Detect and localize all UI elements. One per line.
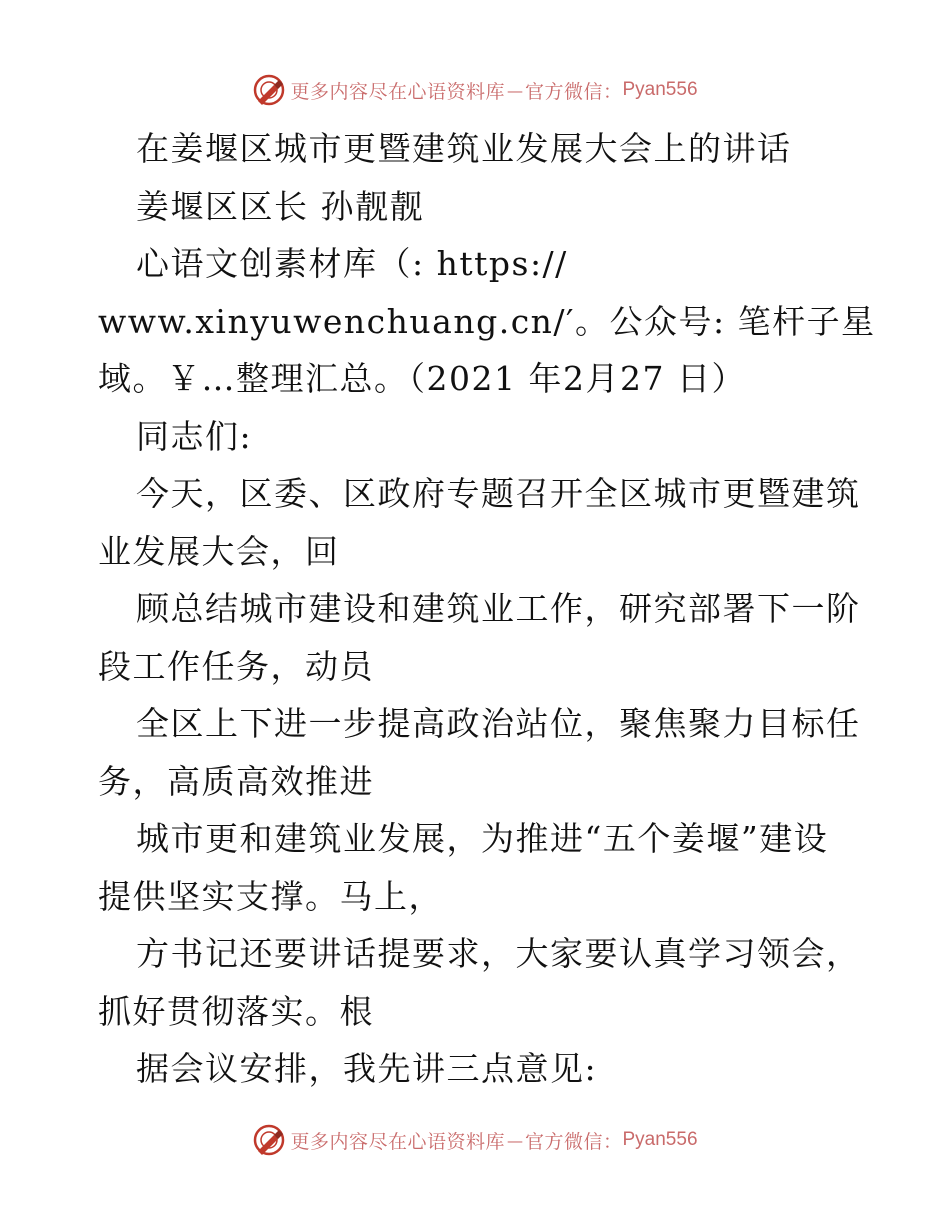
pen-logo-icon [252,1123,286,1157]
watermark-text: 更多内容尽在心语资料库 [290,1130,505,1153]
body-line: 方书记还要讲话提要求，大家要认真学习领会， [136,934,861,973]
watermark-suffix: 官方微信： [524,1130,623,1153]
watermark-id: Pyan556 [622,1129,698,1150]
document-title: 在姜堰区城市更暨建筑业发展大会上的讲话 [136,129,792,168]
header-watermark [0,70,950,110]
body-line: 顾总结城市建设和建筑业工作，研究部署下一阶 [136,589,861,628]
pen-logo-icon [252,73,286,107]
watermark-separator: — [506,1130,523,1150]
body-line: 心语文创素材库（: https:// [136,244,568,283]
body-line: 抓好贯彻落实。根 [98,991,374,1031]
body-line: 今天，区委、区政府专题召开全区城市更暨建筑 [136,474,861,513]
body-line: 同志们: [136,416,253,456]
body-line: 提供坚实支撑。马上， [98,876,443,916]
body-line: 业发展大会，回 [98,531,340,571]
body-line: 域。￥…整理汇总。（2021 年2月27 日） [98,359,746,398]
watermark-suffix: 官方微信： [524,80,623,103]
document-body [98,120,876,1098]
body-line: 据会议安排，我先讲三点意见: [136,1049,598,1088]
watermark-text: 更多内容尽在心语资料库 [290,80,505,103]
body-line: www.xinyuwenchuang.cn/′。公众号: 笔杆子星 [98,301,876,341]
footer-watermark [0,1120,950,1160]
body-line: 全区上下进一步提高政治站位，聚焦聚力目标任 [136,704,861,743]
document-author: 姜堰区区长 孙靓靓 [136,186,424,226]
watermark-separator: — [506,80,523,100]
body-line: 段工作任务，动员 [98,646,374,686]
watermark-id: Pyan556 [622,79,698,100]
body-line: 城市更和建筑业发展，为推进“五个姜堰”建设 [136,819,829,858]
body-line: 务，高质高效推进 [98,761,374,801]
